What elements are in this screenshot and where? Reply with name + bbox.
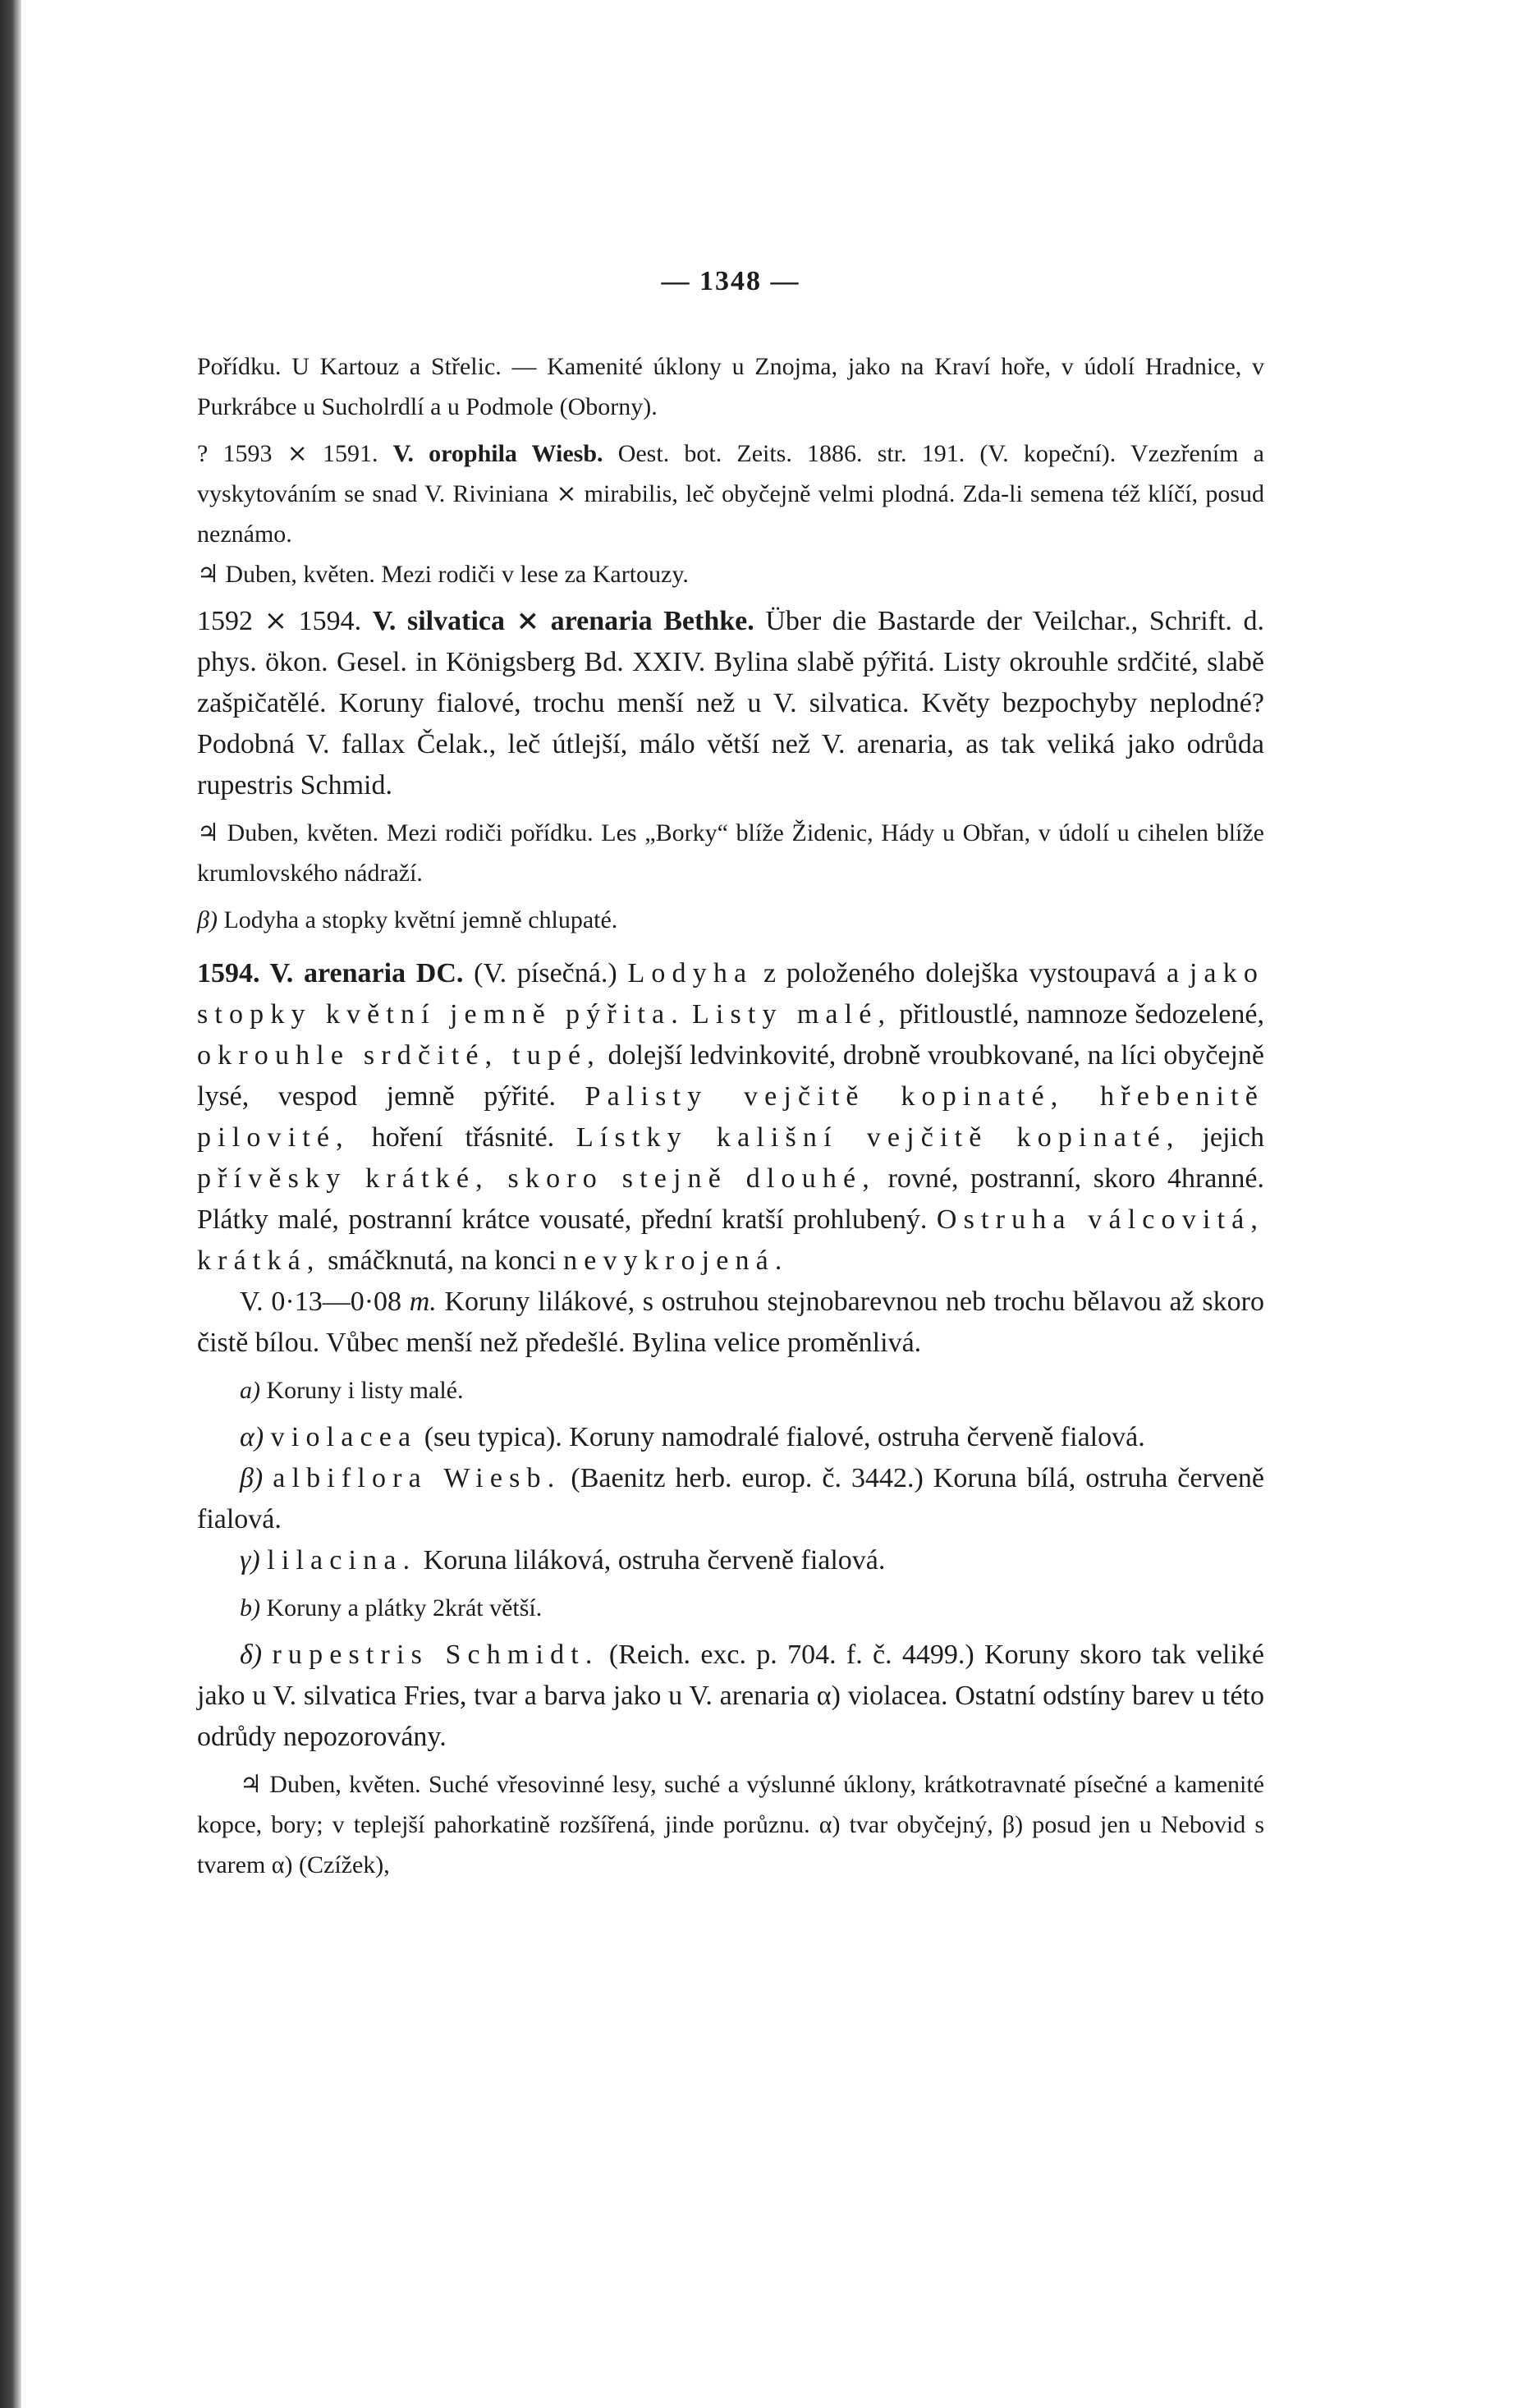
paragraph-p3 bbox=[197, 554, 1264, 594]
text-run: Lodyha a stopky květní jemně chlupaté. bbox=[217, 906, 618, 933]
text-run: z položeného dolejška vystoupavá a bbox=[753, 958, 1190, 988]
text-run: V. 0·13—0·08 bbox=[240, 1287, 410, 1317]
paragraph-p13 bbox=[197, 1588, 1264, 1628]
text-run: 1594. V. arenaria DC. bbox=[197, 958, 464, 988]
text-run: dolejší ledvinkovité, drobně vroubkované, na líci obyčejně lysé, vespod jemně pýřité. bbox=[197, 1040, 1264, 1112]
paragraph-p15 bbox=[197, 1764, 1264, 1885]
paragraph-p1 bbox=[197, 346, 1264, 427]
text-run: lilacina. bbox=[267, 1545, 417, 1576]
text-run: V. orophila Wiesb. bbox=[392, 440, 603, 467]
text-run bbox=[263, 1463, 273, 1493]
text-run bbox=[685, 999, 692, 1030]
paragraph-p9 bbox=[197, 1370, 1264, 1410]
paragraph-p14 bbox=[197, 1635, 1264, 1758]
text-run: přívěsky krátké, skoro stejně dlouhé, bbox=[197, 1163, 876, 1194]
text-run: přitloustlé, namnoze šedozelené, bbox=[892, 999, 1264, 1030]
text-run: Über die Bastarde der Veilchar., Schrift. d. phys. ökon. Gesel. in Königsberg Bd. XXIV. Bylina slabě pýřitá. Listy okrouhle srdčité, slabě zašpičatělé. Koruny fialové, trochu menší než u V. silvatica. Květy bezpochyby neplodné? Podobná V. fallax Čelak., leč útlejší, málo větší než V. arenaria, as tak veliká jako odrůda rupestris Schmid. bbox=[197, 606, 1265, 800]
paragraph-p5 bbox=[197, 813, 1264, 893]
paragraph-p7 bbox=[197, 953, 1264, 1282]
text-run: δ) bbox=[240, 1640, 263, 1670]
text-run: β) bbox=[197, 906, 218, 933]
text-run: ♃ Duben, květen. Mezi rodiči v lese za Kartouzy. bbox=[197, 561, 689, 588]
text-run: Listy malé, bbox=[691, 999, 892, 1030]
text-run: γ) bbox=[240, 1545, 260, 1576]
paragraph-p2 bbox=[197, 433, 1264, 554]
text-run: Koruna liláková, ostruha červeně fialová. bbox=[416, 1545, 886, 1576]
text-run: rovné, postranní, skoro 4hranné. Plátky malé, postranní krátce vousaté, přední kratší prohlubený. bbox=[197, 1163, 1264, 1235]
text-run: Koruny lilákové, s ostruhou stejnobarevnou neb trochu bělavou až skoro čistě bílou. Vůbec menší než předešlé. Bylina velice proměnlivá. bbox=[197, 1287, 1264, 1358]
text-run: V. silvatica ⨯ arenaria Bethke. bbox=[372, 606, 754, 636]
body-text bbox=[197, 346, 1264, 1885]
text-run: nevykrojená. bbox=[563, 1245, 789, 1276]
scan-edge-shadow bbox=[0, 0, 21, 2408]
text-run: Ostruha válcovitá, krátká, bbox=[197, 1204, 1264, 1276]
text-run: albiflora Wiesb. bbox=[273, 1463, 562, 1493]
page-text bbox=[197, 261, 1264, 1885]
text-run: (Reich. exc. p. 704. f. č. 4499.) Koruny skoro tak veliké jako u V. silvatica Fries, tvar a barva jako u V. arenaria α) violacea. Ostatní odstíny barev u této odrůdy nepozorovány. bbox=[197, 1640, 1265, 1752]
page-number: — 1348 — bbox=[661, 266, 800, 296]
text-run: Oest. bot. Zeits. 1886. str. 191. (V. kopeční). Vzezřením a vyskytováním se snad V. Riviniana ⨯ mirabilis, leč obyčejně velmi plodná. Zda-li semena též klíčí, posud neznámo. bbox=[197, 440, 1264, 548]
text-run: violacea bbox=[270, 1422, 418, 1452]
text-run: jako stopky květní jemně pýřita. bbox=[197, 958, 1264, 1030]
text-run: m. bbox=[409, 1287, 437, 1317]
text-run: Pořídku. U Kartouz a Střelic. — Kamenité úklony u Znojma, jako na Kraví hoře, v údolí Hradnice, v Purkrábce u Sucholrdlí a u Podmole (Oborny). bbox=[197, 353, 1264, 420]
paragraph-p11 bbox=[197, 1458, 1264, 1540]
text-run: 1592 ⨯ 1594. bbox=[197, 606, 373, 636]
text-run bbox=[264, 1422, 271, 1452]
text-run: Lodyha bbox=[627, 958, 754, 988]
text-run: Koruny a plátky 2krát větší. bbox=[260, 1594, 543, 1621]
text-run: rupestris Schmidt. bbox=[272, 1640, 599, 1670]
text-run: a) bbox=[240, 1377, 260, 1404]
text-run: b) bbox=[240, 1594, 260, 1621]
text-run: (seu typica). Koruny namodralé fialové, ostruha červeně fialová. bbox=[417, 1422, 1145, 1452]
paragraph-p12 bbox=[197, 1540, 1264, 1581]
text-run: Lístky kališní vejčitě kopinaté, bbox=[575, 1122, 1181, 1153]
text-run: jejich bbox=[1180, 1122, 1264, 1153]
text-run: okrouhle srdčité, tupé, bbox=[197, 1040, 601, 1071]
paragraph-p8 bbox=[197, 1282, 1264, 1364]
paragraph-p6 bbox=[197, 900, 1264, 940]
text-run: hoření třásnité. bbox=[349, 1122, 576, 1153]
text-run: (Baenitz herb. europ. č. 3442.) Koruna bílá, ostruha červeně fialová. bbox=[197, 1463, 1264, 1534]
text-run: Palisty vejčitě kopinaté, hřebenitě pilovité, bbox=[197, 1081, 1264, 1153]
text-run: ? 1593 ⨯ 1591. bbox=[197, 440, 393, 467]
text-run bbox=[260, 1545, 268, 1576]
text-run: smáčknutá, na konci bbox=[320, 1245, 564, 1276]
text-run: ♃ Duben, květen. Suché vřesovinné lesy, suché a výslunné úklony, krátkotravnaté písečné a kamenité kopce, bory; v teplejší pahorkatině rozšířená, jinde porůznu. α) tvar obyčejný, β) posud jen u Nebovid s tvarem α) (Czížek), bbox=[197, 1771, 1264, 1878]
text-run: Koruny i listy malé. bbox=[260, 1377, 464, 1404]
text-run: ♃ Duben, květen. Mezi rodiči pořídku. Les „Borky“ blíže Židenic, Hády u Obřan, v údolí u cihelen blíže krumlovského nádraží. bbox=[197, 819, 1264, 887]
paragraph-p4 bbox=[197, 601, 1264, 806]
text-run bbox=[262, 1640, 272, 1670]
text-run: (V. písečná.) bbox=[463, 958, 628, 988]
text-run: α) bbox=[240, 1422, 264, 1452]
paragraph-p10 bbox=[197, 1417, 1264, 1458]
text-run: β) bbox=[240, 1463, 264, 1493]
